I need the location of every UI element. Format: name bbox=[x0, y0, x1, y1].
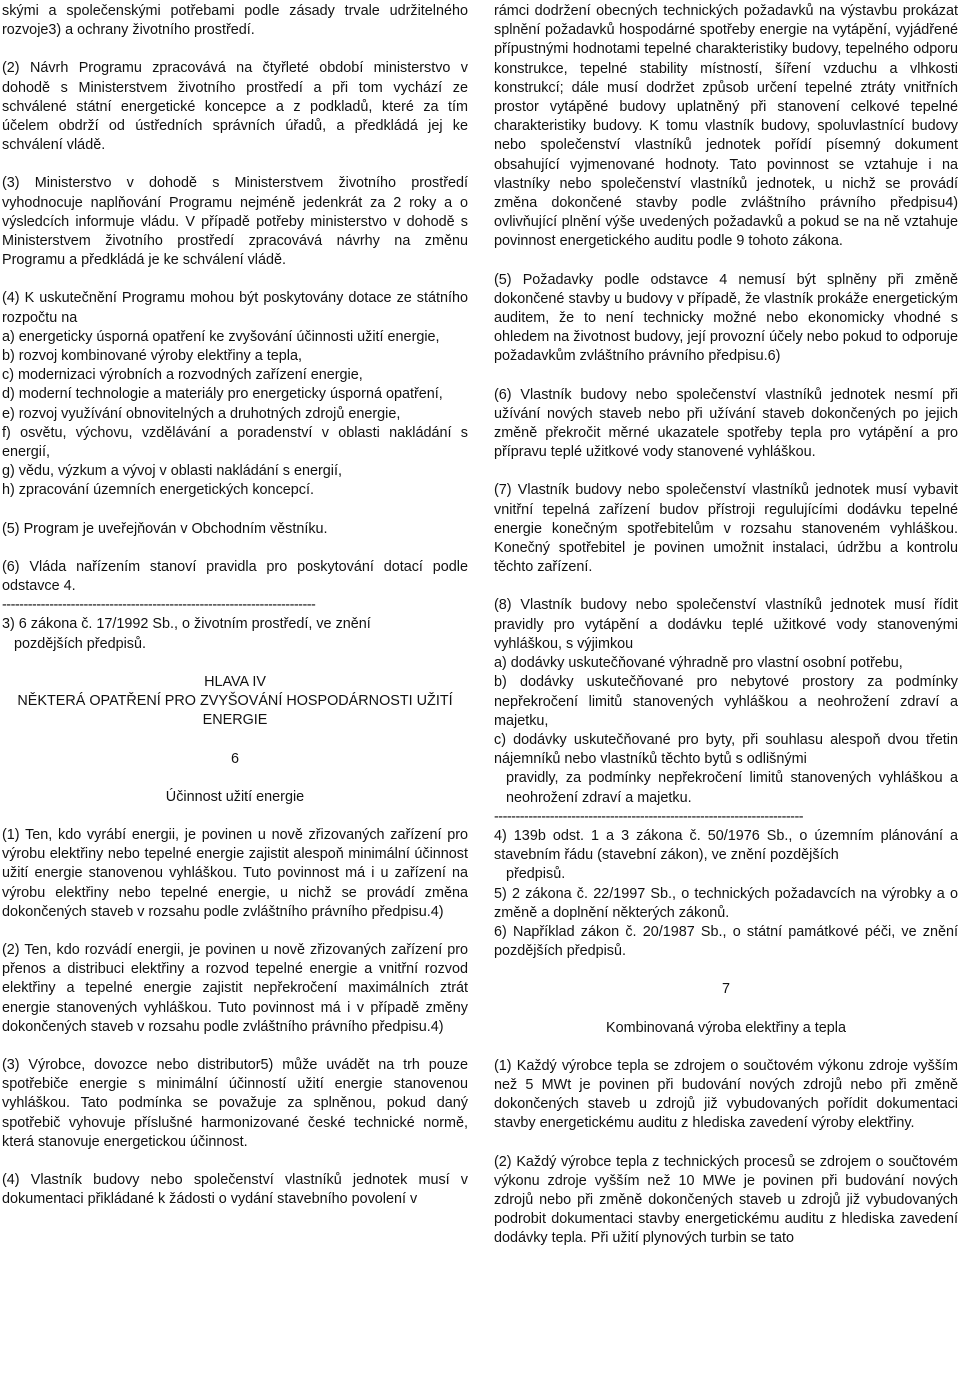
footnote-5: 5) 2 zákona č. 22/1997 Sb., o technických požadavcích na výrobky a o změně a doplnění některých zákonů. bbox=[494, 885, 958, 921]
list-item-continuation: pravidly, za podmínky nepřekročení limitů stanovených vyhláškou a neohrožení zdraví a majetku. bbox=[506, 770, 958, 806]
section-title: Účinnost užití energie bbox=[165, 788, 305, 805]
right-column bbox=[494, 2, 958, 1249]
list-item: d) moderní technologie a materiály pro energeticky úsporná opatření, bbox=[2, 386, 443, 403]
paragraph-program-3: (3) Ministerstvo v dohodě s Ministerstvem životního prostředí vyhodnocuje naplňování Programu nejméně jedenkrát za 2 roky a o výsledcích informuje vládu. V případě potřeby ministerstvo v dohodě s Ministerstvem životního prostředí zpracovává návrhy na změnu Programu a předkládá je ke schválení vládě. bbox=[2, 175, 468, 269]
section-number: 7 bbox=[721, 981, 730, 998]
paragraph-program-5: (5) Program je uveřejňován v Obchodním věstníku. bbox=[2, 520, 328, 537]
paragraph-s6-4-continuation: rámci dodržení obecných technických požadavků na výstavbu prokázat splnění požadavků hospodárné spotřeby energie na vytápění, vyjádřené přípustnými hodnotami tepelné charakteristiky budovy, tepelného odporu konstrukce, tepelné stability místností, šíření vzduchu a vlhkosti konstrukcí; dále musí dodržet způsob určení tepelné ztráty vnitřních prostor vytápěné budovy uplatněný při stanovení celkové tepelné charakteristiky budovy. K tomu vlastník budovy, spoluvlastnící budovy nebo společenství vlastníků jednotek pořídí písemný dokument obsahující vyjmenované hodnoty. Tato povinnost se vztahuje i na vlastníky nebo společenství vlastníků jednotek, u nichž se provádí změna dokončené stavby podle zvláštního právního předpisu4) ovlivňující plnění výše uvedených požadavků a pokud se na ně vztahuje povinnost energetického auditu podle 9 tohoto zákona. bbox=[494, 3, 958, 250]
paragraph-s6-1: (1) Ten, kdo vyrábí energii, je povinen u nově zřizovaných zařízení pro výrobu elektřiny nebo tepelné energie zajistit alespoň minimální účinnost užití energie stanovenou vyhláškou. Tuto povinnost má i u zařízení na výrobu elektřiny nebo tepelné energie, u nichž se provádí změna dokončených staveb v rozsahu podle zvláštního právního předpisu.4) bbox=[2, 826, 468, 920]
list-item: a) energeticky úsporná opatření ke zvyšování účinnosti užití energie, bbox=[2, 328, 440, 345]
list-item: c) modernizaci výrobních a rozvodných zařízení energie, bbox=[2, 367, 363, 384]
paragraph-s6-6: (6) Vlastník budovy nebo společenství vlastníků jednotek nesmí při užívání nových staveb nebo při užívání staveb dokončených po jejich změně překročit měrné ukazatele spotřeby tepla pro vytápění a pro přípravu teplé užitkové vody stanovené vyhláškou. bbox=[494, 386, 958, 461]
paragraph-s6-5: (5) Požadavky podle odstavce 4 nemusí být splněny při změně dokončené stavby u budovy v případě, že vlastník prokáže energetickým auditem, že to není technicky možné nebo ekonomicky vhodné s ohledem na životnost budovy, její provozní účely nebo pokud to odporuje požadavkům zvláštního právního předpisu.6) bbox=[494, 271, 958, 365]
section-title: Kombinovaná výroba elektřiny a tepla bbox=[606, 1019, 846, 1036]
list-item: a) dodávky uskutečňované výhradně pro vlastní osobní potřebu, bbox=[494, 655, 903, 672]
paragraph-s6-4: (4) Vlastník budovy nebo společenství vlastníků jednotek musí v dokumentaci přikládané k žádosti o vydání stavebního povolení v bbox=[2, 1171, 468, 1208]
footnote-3: 3) 6 zákona č. 17/1992 Sb., o životním prostředí, ve znění bbox=[2, 616, 371, 633]
paragraph-program-2: (2) Návrh Programu zpracovává na čtyřleté období ministerstvo v dohodě s Ministerstvem životního prostředí a při tom vychází ze schválené státní energetické koncepce a z podkladů, které za tím účelem obdrží od ústředních správních úřadů, a předkládá jej ke schválení vládě. bbox=[2, 60, 468, 154]
footnote-4-continuation: předpisů. bbox=[506, 866, 566, 883]
footnote-3-continuation: pozdějších předpisů. bbox=[14, 635, 146, 652]
paragraph-s6-2: (2) Ten, kdo rozvádí energii, je povinen u nově zřizovaných zařízení pro přenos a distribuci elektřiny a rozvod tepelné energie a vnitřní rozvod elektřiny a tepelné energie zajistit nepřekročení maximálních ztrát energie stanovených vyhláškou. Tuto povinnost má i v případě změny dokončených staveb v rozsahu podle zvláštního právního předpisu.4) bbox=[2, 941, 468, 1035]
footnote-6: 6) Například zákon č. 20/1987 Sb., o státní památkové péči, ve znění pozdějších předpisů. bbox=[494, 923, 958, 960]
section-number: 6 bbox=[230, 750, 239, 767]
paragraph-s7-2: (2) Každý výrobce tepla z technických procesů se zdrojem o součtovém výkonu zdroje vyšším než 10 MWe je povinen při budování nových zdrojů nebo při změně dokončených staveb u zdrojů již vybudovaných podrobit dokumentaci stavby energetickému auditu z hlediska zavedení dodávky tepla. Při užití plynových turbin se tato bbox=[494, 1153, 958, 1247]
paragraph-program-continuation: skými a společenskými potřebami podle zásady trvale udržitelného rozvoje3) a ochrany životního prostředí. bbox=[2, 3, 468, 39]
list-item: h) zpracování územních energetických koncepcí. bbox=[2, 482, 314, 499]
paragraph-program-6: (6) Vláda nařízením stanoví pravidla pro poskytování dotací podle odstavce 4. bbox=[2, 558, 468, 595]
paragraph-s6-7: (7) Vlastník budovy nebo společenství vlastníků jednotek musí vybavit vnitřní tepelná zařízení budov přístroji regulujícími dodávku tepelné energie konečným spotřebitelům v rozsahu stanoveném vyhláškou. Konečný spotřebitel je povinen umožnit instalaci, údržbu a kontrolu těchto zařízení. bbox=[494, 482, 958, 576]
paragraph-s6-3: (3) Výrobce, dovozce nebo distributor5) může uvádět na trh pouze spotřebiče energie s minimální účinností užití energie stanovenou vyhláškou. Tato podmínka se považuje za splněnou, pokud daný spotřebič vyhovuje příslušné harmonizované české technické normě, která stanovuje energetickou účinnost. bbox=[2, 1056, 468, 1150]
list-item: b) rozvoj kombinované výroby elektřiny a tepla, bbox=[2, 348, 302, 365]
footnote-divider: ------------------------------------------------------------------------- bbox=[2, 597, 316, 614]
list-item: c) dodávky uskutečňované pro byty, při souhlasu alespoň dvou třetin nájemníků nebo vlastníků těchto bytů s odlišnými bbox=[494, 731, 958, 768]
left-column bbox=[2, 2, 468, 1209]
footnote-divider: ------------------------------------------------------------------------ bbox=[494, 808, 804, 825]
paragraph-s6-8-intro: (8) Vlastník budovy nebo společenství vlastníků jednotek musí řídit pravidly pro vytápění a dodávku teplé užitkové vody stanovenými vyhláškou, s výjimkou bbox=[494, 597, 958, 652]
list-item: e) rozvoj využívání obnovitelných a druhotných zdrojů energie, bbox=[2, 405, 401, 422]
chapter-heading: HLAVA IV bbox=[204, 673, 266, 690]
list-item: b) dodávky uskutečňované pro nebytové prostory za podmínky nepřekročení limitů stanovených vyhláškou a neohrožení zdraví a majetku, bbox=[494, 674, 958, 729]
footnote-4: 4) 139b odst. 1 a 3 zákona č. 50/1976 Sb., o územním plánování a stavebním řádu (stavební zákon), ve znění pozdějších bbox=[494, 827, 958, 864]
paragraph-program-4-intro: (4) K uskutečnění Programu mohou být poskytovány dotace ze státního rozpočtu na bbox=[2, 290, 468, 326]
list-item: g) vědu, výzkum a vývoj v oblasti nakládání s energií, bbox=[2, 463, 342, 480]
list-item: f) osvětu, výchovu, vzdělávání a poradenství v oblasti nakládání s energií, bbox=[2, 424, 468, 461]
chapter-title: NĚKTERÁ OPATŘENÍ PRO ZVYŠOVÁNÍ HOSPODÁRNOSTI UŽITÍ ENERGIE bbox=[17, 693, 453, 729]
paragraph-s7-1: (1) Každý výrobce tepla se zdrojem o součtovém výkonu zdroje vyšším než 5 MWt je povinen při budování nových zdrojů nebo při změně dokončených staveb u zdrojů již vybudovaných pořídit dokumentaci stavby energetickému auditu z hlediska zavedení výroby elektřiny. bbox=[494, 1057, 958, 1132]
